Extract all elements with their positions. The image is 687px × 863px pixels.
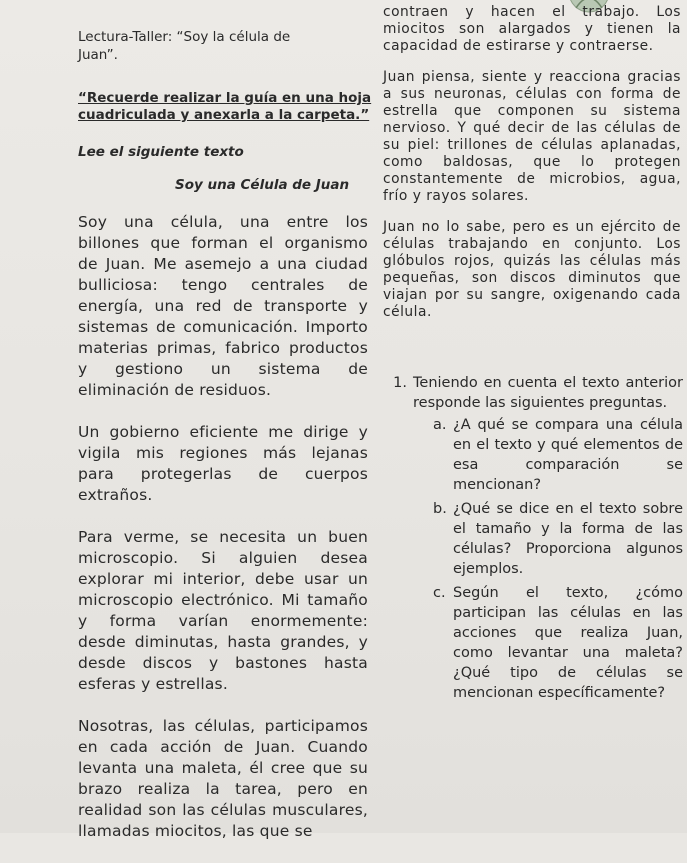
story-paragraph: Soy una célula, una entre los billones que forman el organismo de Juan. Me asemejo a una ciudad bulliciosa: tengo centrales de energía, una red de transporte y sistemas de comunicación. Importo materias primas, fabrico productos y gestiono un sistema de eliminación de residuos. bbox=[78, 213, 368, 399]
question-text: ¿A qué se compara una célula en el texto y qué elementos de esa comparación se mencionan? bbox=[453, 417, 683, 493]
question-letter: c. bbox=[433, 585, 446, 601]
question-text: Según el texto, ¿cómo participan las células en las acciones que realiza Juan, como levantar una maleta? ¿Qué tipo de células se mencionan específicamente? bbox=[453, 585, 683, 701]
reading-instruction: Lee el siguiente texto bbox=[78, 144, 244, 160]
questions-section bbox=[383, 373, 683, 707]
story-right-column bbox=[383, 4, 681, 335]
story-paragraph: Juan no lo sabe, pero es un ejército de células trabajando en conjunto. Los glóbulos rojos, quizás las células más pequeñas, son discos diminutos que viajan por su sangre, oxigenando cada célula. bbox=[383, 219, 681, 320]
story-title: Soy una Célula de Juan bbox=[175, 177, 350, 193]
question-intro bbox=[383, 373, 683, 413]
left-header bbox=[78, 28, 378, 194]
story-paragraph: Juan piensa, siente y reacciona gracias a sus neuronas, células con forma de estrella que componen su sistema nervioso. Y qué decir de las células de su piel: trillones de células aplanadas, como baldosas, que lo protegen constantemente de microbios, agua, frío y rayos solares. bbox=[383, 69, 681, 204]
question-list bbox=[383, 415, 683, 703]
question-item bbox=[433, 583, 683, 703]
question-item bbox=[433, 499, 683, 579]
question-number: 1. bbox=[393, 375, 407, 391]
question-letter: b. bbox=[433, 501, 447, 517]
question-text: ¿Qué se dice en el texto sobre el tamaño y la forma de las células? Proporciona algunos ejemplos. bbox=[453, 501, 683, 577]
story-paragraph: contraen y hacen el trabajo. Los miocitos son alargados y tienen la capacidad de estirarse y contraerse. bbox=[383, 4, 681, 54]
reminder-note: “Recuerde realizar la guía en una hoja cuadriculada y anexarla a la carpeta.” bbox=[78, 90, 372, 123]
story-paragraph: Para verme, se necesita un buen microscopio. Si alguien desea explorar mi interior, debe usar un microscopio electrónico. Mi tamaño y forma varían enormemente: desde diminutas, hasta grandes, y desde discos y bastones hasta esferas y estrellas. bbox=[78, 528, 368, 693]
question-letter: a. bbox=[433, 417, 447, 433]
question-intro-text: Teniendo en cuenta el texto anterior responde las siguientes preguntas. bbox=[413, 375, 683, 411]
story-left-column bbox=[78, 212, 368, 863]
story-paragraph: Un gobierno eficiente me dirige y vigila mis regiones más lejanas para protegerlas de cuerpos extraños. bbox=[78, 423, 368, 504]
worksheet-title-line-1: Lectura-Taller: “Soy la célula de bbox=[78, 29, 291, 45]
question-item bbox=[433, 415, 683, 495]
story-paragraph: Nosotras, las células, participamos en cada acción de Juan. Cuando levanta una maleta, él cree que su brazo realiza la tarea, pero en realidad son las células musculares, llamadas miocitos, las que se bbox=[78, 717, 368, 840]
worksheet-title-line-2: Juan”. bbox=[78, 47, 118, 63]
